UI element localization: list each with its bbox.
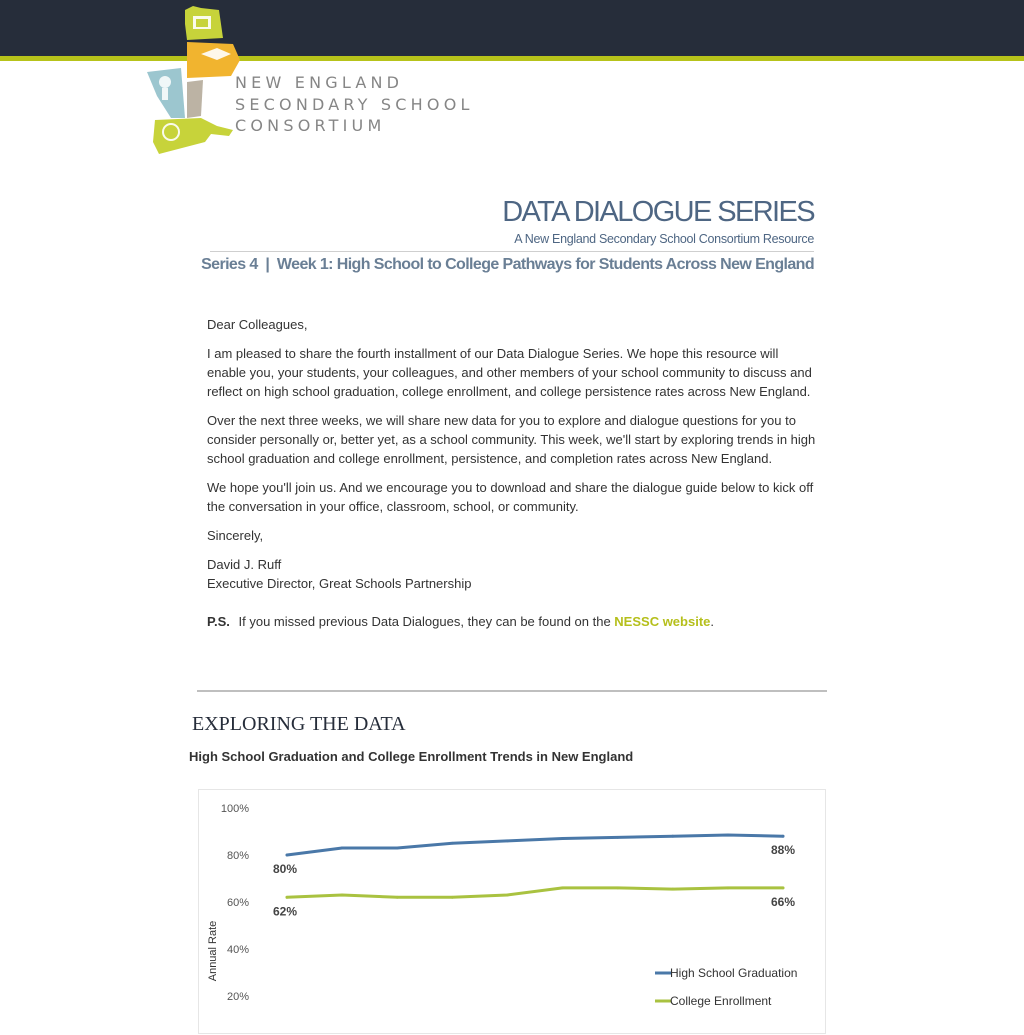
letter-signature	[207, 555, 819, 593]
data-point	[341, 894, 344, 897]
data-point	[671, 835, 674, 838]
letter-paragraph-1: I am pleased to share the fourth installment of our Data Dialogue Series. We hope this resource will enable you, your students, your colleagues, and other members of your school community to discuss and reflect on high school graduation, college enrollment, and college persistence rates across New England.	[207, 346, 812, 399]
start-value-label: 80%	[273, 862, 298, 876]
series-subtitle: A New England Secondary School Consortium Resource	[514, 232, 814, 246]
letter-closing: Sincerely,	[207, 528, 264, 543]
section-divider	[197, 690, 827, 692]
data-point	[341, 847, 344, 850]
data-point	[561, 887, 564, 890]
ps-end: .	[710, 614, 715, 629]
legend-label: College Enrollment	[670, 994, 772, 1008]
data-point	[561, 837, 564, 840]
data-point	[506, 894, 509, 897]
trend-chart-svg	[199, 790, 827, 1035]
letter-postscript	[207, 612, 819, 631]
series-title: DATA DIALOGUE SERIES	[502, 196, 814, 228]
y-tick-label: 80%	[226, 850, 249, 862]
logo-line-3: CONSORTIUM	[235, 116, 386, 135]
trend-chart	[198, 789, 826, 1034]
new-england-map-logo-icon	[145, 4, 245, 158]
legend-label: High School Graduation	[670, 966, 798, 980]
y-tick-label: 20%	[226, 991, 249, 1003]
signer-name: David J. Ruff	[207, 557, 282, 572]
data-point	[286, 854, 289, 857]
section-heading: EXPLORING THE DATA	[192, 713, 406, 735]
data-point	[726, 834, 729, 837]
data-point	[726, 887, 729, 890]
data-point	[616, 887, 619, 890]
ps-label: P.S.	[207, 614, 230, 629]
ps-text: If you missed previous Data Dialogues, they can be found on the	[238, 614, 615, 629]
end-value-label: 66%	[770, 894, 795, 909]
letter-body	[207, 315, 819, 641]
data-point	[286, 896, 289, 899]
logo-line-2: SECONDARY SCHOOL	[235, 94, 474, 114]
chart-title: High School Graduation and College Enrollment Trends in New England	[189, 749, 634, 764]
data-point	[451, 896, 454, 899]
signer-title: Executive Director, Great Schools Partnership	[207, 576, 472, 591]
series-line-2	[287, 888, 783, 897]
logo-line-1: NEW ENGLAND	[235, 73, 404, 92]
series-week-heading: Series 4 | Week 1: High School to College Pathways for Students Across New England	[201, 256, 814, 273]
data-point	[506, 840, 509, 843]
end-value-label: 88%	[770, 843, 795, 858]
series-divider	[210, 251, 814, 252]
letter-paragraph-3: We hope you'll join us. And we encourage you to download and share the dialogue guide below to kick off the conversation in your office, classroom, school, or community.	[207, 480, 814, 514]
y-tick-label: 100%	[220, 803, 249, 815]
start-value-label: 62%	[273, 904, 298, 919]
data-point	[616, 836, 619, 839]
letter-paragraph-2: Over the next three weeks, we will share new data for you to explore and dialogue questions for you to consider personally or, better yet, as a school community. This week, we'll start by exploring trends in high school graduation and college enrollment, persistence, and completion rates across New England.	[207, 413, 816, 466]
data-point	[782, 835, 785, 838]
consortium-logo-text	[235, 72, 474, 137]
data-point	[396, 847, 399, 850]
y-axis-label: Annual Rate	[207, 920, 219, 982]
nessc-website-link[interactable]: NESSC website	[614, 614, 711, 629]
y-tick-label: 40%	[226, 944, 249, 956]
data-point	[396, 896, 399, 899]
data-point	[451, 842, 454, 845]
letter-salutation: Dear Colleagues,	[207, 317, 308, 332]
series-line-1	[287, 835, 783, 855]
data-point	[782, 887, 785, 890]
data-point	[671, 888, 674, 891]
y-tick-label: 60%	[226, 897, 249, 909]
